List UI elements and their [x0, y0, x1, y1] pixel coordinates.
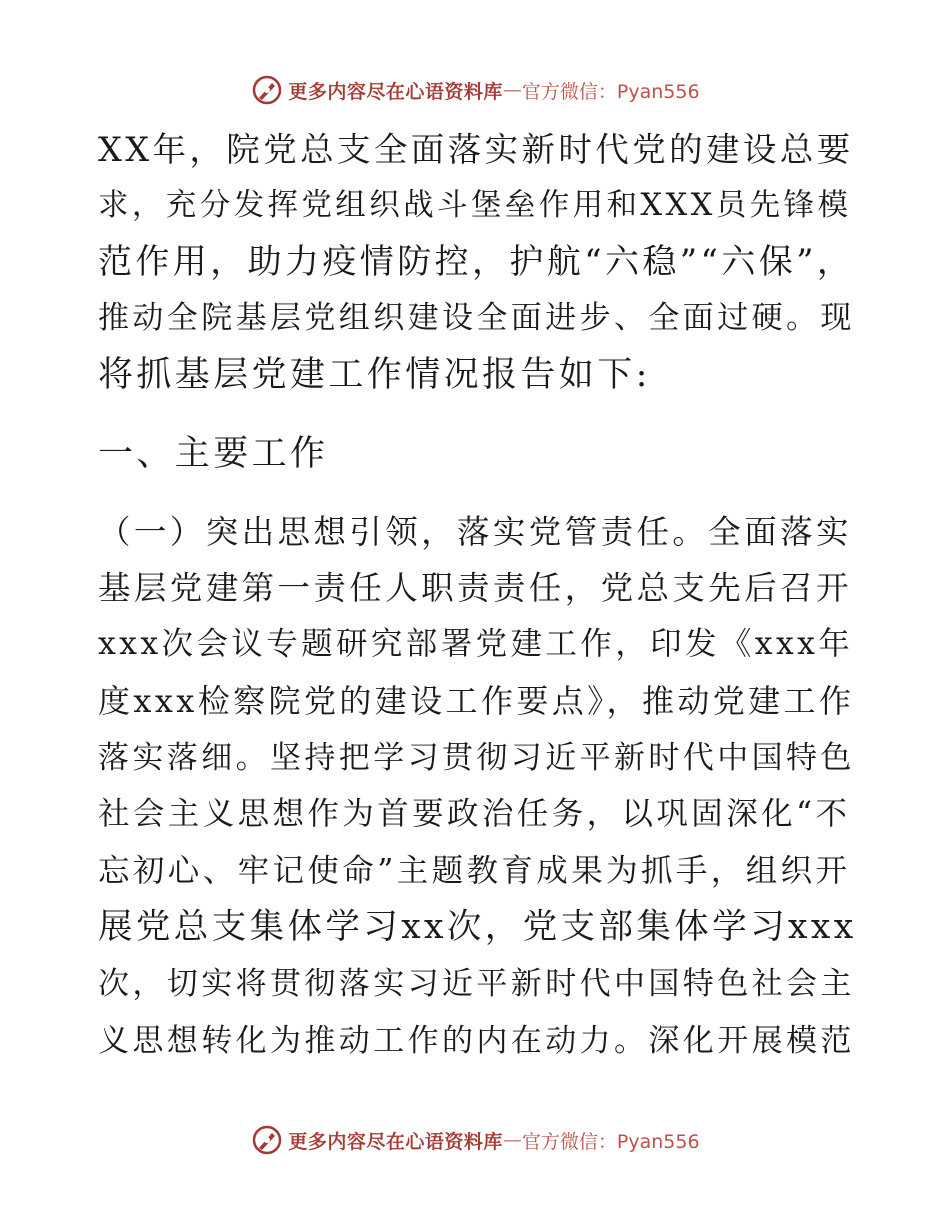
- watermark-site-text: 更多内容尽在心语资料库: [288, 1130, 503, 1153]
- pen-seal-icon: [250, 1123, 284, 1157]
- section1-line-3: xxx次会议专题研究部署党建工作，印发《xxx年: [98, 626, 854, 662]
- section1-line-2: 基层党建第一责任人职责责任，党总支先后召开: [98, 569, 852, 607]
- watermark-banner-top: [0, 68, 950, 112]
- intro-line-4: 推动全院基层党组织建设全面进步、全面过硬。现: [98, 300, 855, 336]
- section1-line-4: 度xxx检察院党的建设工作要点》，推动党建工作: [98, 682, 855, 720]
- section1-line-5: 落实落细。坚持把学习贯彻习近平新时代中国特色: [98, 740, 855, 776]
- intro-line-5: 将抓基层党建工作情况报告如下:: [98, 355, 651, 395]
- section1-line-10: 义思想转化为推动工作的内在动力。深化开展模范: [98, 1023, 855, 1059]
- watermark-separator: —: [502, 1129, 522, 1151]
- pen-seal-icon: [250, 73, 284, 107]
- section1-line-9: 次，切实将贯彻落实习近平新时代中国特色社会主: [98, 966, 855, 1002]
- section1-line-7: 忘初心、牢记使命”主题教育成果为抓手，组织开: [98, 853, 851, 889]
- section-heading: 一、主要工作: [98, 434, 329, 474]
- watermark-wechat-text: 官方微信：Pyan556: [521, 80, 700, 103]
- section1-line-1: （一）突出思想引领，落实党管责任。全面落实: [98, 513, 852, 551]
- section1-line-8: 展党总支集体学习xx次，党支部集体学习xxx: [98, 907, 857, 947]
- section1-line-6: 社会主义思想作为首要政治任务，以巩固深化“不: [98, 796, 851, 832]
- watermark-banner-bottom: [0, 1118, 950, 1162]
- intro-line-1: XX年，院党总支全面落实新时代党的建设总要: [98, 130, 854, 169]
- watermark-site-text: 更多内容尽在心语资料库: [288, 80, 503, 103]
- intro-line-3: 范作用，助力疫情防控，护航“六稳”“六保”，: [98, 242, 855, 282]
- watermark-separator: —: [502, 79, 522, 101]
- watermark-wechat-text: 官方微信：Pyan556: [521, 1130, 700, 1153]
- intro-line-2: 求，充分发挥党组织战斗堡垒作用和XXX员先锋模: [98, 188, 852, 223]
